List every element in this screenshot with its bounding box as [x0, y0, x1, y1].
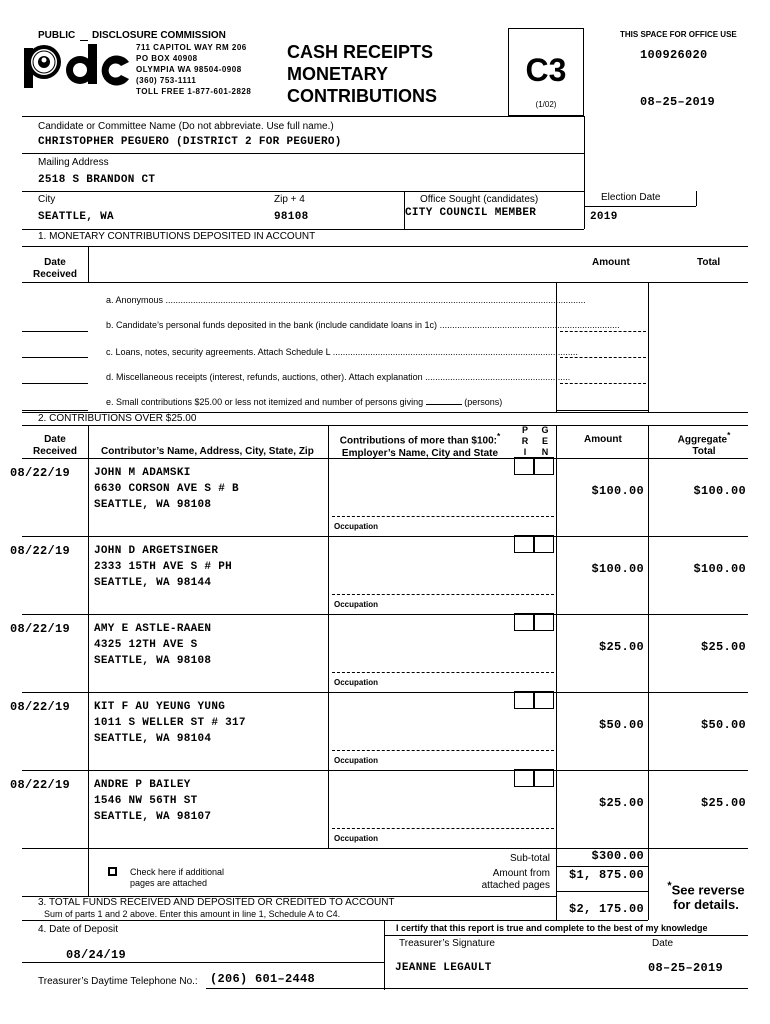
- s2-pri-header: P R I: [521, 425, 529, 457]
- s1-row-small-contributions: e. Small contributions $25.00 or less not itemized and number of persons giving (persons): [106, 397, 503, 407]
- treasurer-signature: JEANNE LEGAULT: [395, 962, 492, 974]
- mailing-address: 2518 S BRANDON CT: [38, 174, 156, 186]
- gen-checkbox[interactable]: [534, 613, 554, 631]
- occupation-label: Occupation: [334, 522, 379, 531]
- attached-pages-label: Check here if additional pages are attached: [130, 867, 225, 888]
- total-funds-subtitle: Sum of parts 1 and 2 above. Enter this amount in line 1, Schedule A to C4.: [44, 909, 341, 919]
- form-code: C3: [525, 52, 567, 88]
- attached-amount: $1, 875.00: [568, 868, 644, 882]
- contributor-line: 1546 NW 56TH ST: [94, 795, 198, 807]
- total-funds-amount: $2, 175.00: [568, 902, 644, 916]
- office-use-label: THIS SPACE FOR OFFICE USE: [620, 30, 737, 39]
- form-title-line: CONTRIBUTIONS: [287, 86, 437, 106]
- contributor-line: JOHN D ARGETSINGER: [94, 545, 219, 557]
- subtotal-label: Sub-total: [509, 853, 550, 864]
- candidate-name: CHRISTOPHER PEGUERO (DISTRICT 2 FOR PEGUERO): [38, 136, 342, 148]
- treasurer-signature-label: Treasurer’s Signature: [399, 938, 495, 949]
- office-date: 08–25–2019: [640, 95, 716, 109]
- pri-checkbox[interactable]: [514, 535, 534, 553]
- contributor-line: 6630 CORSON AVE S # B: [94, 483, 239, 495]
- pdc-address-block: [136, 42, 251, 97]
- attached-amount-label: Amount from attached pages: [481, 868, 550, 891]
- s2-date-header: Date Received: [33, 434, 77, 457]
- pri-checkbox[interactable]: [514, 457, 534, 475]
- s1-amount-header: Amount: [592, 257, 630, 268]
- treasurer-phone-label: Treasurer’s Daytime Telephone No.:: [38, 976, 198, 987]
- gen-checkbox[interactable]: [534, 535, 554, 553]
- address-line: 711 CAPITOL WAY RM 206: [136, 43, 247, 52]
- zip: 98108: [274, 211, 309, 223]
- subtotal-amount: $300.00: [591, 849, 644, 863]
- contribution-date: 08/22/19: [10, 544, 71, 558]
- deposit-date: 08/24/19: [66, 948, 127, 962]
- office-sought: CITY COUNCIL MEMBER: [405, 207, 537, 219]
- aggregate-total: $25.00: [700, 640, 746, 654]
- aggregate-total: $100.00: [693, 562, 746, 576]
- contribution-date: 08/22/19: [10, 778, 71, 792]
- aggregate-total: $25.00: [700, 796, 746, 810]
- signature-date-label: Date: [652, 938, 674, 949]
- contributor-line: KIT F AU YEUNG YUNG: [94, 701, 226, 713]
- section2-title: 2. CONTRIBUTIONS OVER $25.00: [38, 413, 197, 424]
- form-version: (1/02): [535, 100, 557, 109]
- aggregate-total: $100.00: [693, 484, 746, 498]
- pdc-word-disclosure: DISCLOSURE COMMISSION: [92, 30, 226, 41]
- contribution-date: 08/22/19: [10, 466, 71, 480]
- contributor-line: 4325 12TH AVE S: [94, 639, 198, 651]
- certification-text: I certify that this report is true and complete to the best of my knowledge: [396, 923, 708, 933]
- election-date-label: Election Date: [601, 192, 661, 203]
- contribution-amount: $100.00: [591, 562, 644, 576]
- s1-row-loans: c. Loans, notes, security agreements. Attach Schedule L ..................................................................................................: [106, 347, 578, 357]
- s2-contributor-header: Contributor’s Name, Address, City, State, Zip: [101, 446, 314, 457]
- contribution-amount: $25.00: [598, 796, 644, 810]
- s2-aggregate-header: Aggregate* Total: [677, 430, 731, 458]
- s2-amount-header: Amount: [584, 434, 622, 445]
- treasurer-phone: (206) 601–2448: [210, 972, 316, 986]
- office-sought-label: Office Sought (candidates): [420, 194, 539, 205]
- contributor-line: SEATTLE, WA 98107: [94, 811, 212, 823]
- total-funds-title: 3. TOTAL FUNDS RECEIVED AND DEPOSITED OR CREDITED TO ACCOUNT: [38, 897, 395, 908]
- s1-date-header: Date Received: [33, 257, 77, 280]
- aggregate-total: $50.00: [700, 718, 746, 732]
- candidate-name-label: Candidate or Committee Name (Do not abbreviate. Use full name.): [38, 121, 334, 132]
- pri-checkbox[interactable]: [514, 691, 534, 709]
- s2-employer-header: Contributions of more than $100:* Employer’s Name, City and State: [339, 431, 501, 460]
- contributor-line: SEATTLE, WA 98108: [94, 655, 212, 667]
- address-line: PO BOX 40908: [136, 54, 198, 63]
- address-line: TOLL FREE 1-877-601-2828: [136, 87, 252, 96]
- contributor-line: 2333 15TH AVE S # PH: [94, 561, 233, 573]
- form-title-line: MONETARY: [287, 64, 388, 84]
- s1-row-personal-funds: b. Candidate’s personal funds deposited in the bank (include candidate loans in 1c) ........................................................................: [106, 320, 620, 330]
- contributor-line: AMY E ASTLE-RAAEN: [94, 623, 212, 635]
- election-date: 2019: [590, 211, 618, 223]
- mailing-address-label: Mailing Address: [38, 157, 109, 168]
- s1-total-header: Total: [697, 257, 721, 268]
- city: SEATTLE, WA: [38, 211, 114, 223]
- pdc-logo: [22, 42, 132, 90]
- contribution-date: 08/22/19: [10, 622, 71, 636]
- occupation-label: Occupation: [334, 834, 379, 843]
- contribution-amount: $100.00: [591, 484, 644, 498]
- contributor-line: SEATTLE, WA 98104: [94, 733, 212, 745]
- form-title-line: CASH RECEIPTS: [287, 42, 434, 62]
- form-title: [287, 41, 437, 107]
- gen-checkbox[interactable]: [534, 691, 554, 709]
- pdc-word-public: PUBLIC: [38, 30, 76, 41]
- see-reverse-note: *See reverse for details.: [667, 880, 745, 913]
- pri-checkbox[interactable]: [514, 769, 534, 787]
- address-line: (360) 753-1111: [136, 76, 197, 85]
- zip-label: Zip + 4: [274, 194, 305, 205]
- s1-row-misc: d. Miscellaneous receipts (interest, refunds, auctions, other). Attach explanation ..........................................................: [106, 372, 571, 382]
- deposit-date-label: 4. Date of Deposit: [38, 924, 119, 935]
- signature-date: 08–25–2019: [648, 961, 724, 975]
- contribution-amount: $50.00: [598, 718, 644, 732]
- contributor-line: JOHN M ADAMSKI: [94, 467, 191, 479]
- s1-row-anonymous: a. Anonymous ........................................................................................................................................................................: [106, 295, 586, 305]
- occupation-label: Occupation: [334, 678, 379, 687]
- contributor-line: SEATTLE, WA 98144: [94, 577, 212, 589]
- contribution-date: 08/22/19: [10, 700, 71, 714]
- contributor-line: SEATTLE, WA 98108: [94, 499, 212, 511]
- attached-pages-checkbox[interactable]: [108, 867, 117, 876]
- gen-checkbox[interactable]: [534, 769, 554, 787]
- occupation-label: Occupation: [334, 600, 379, 609]
- city-label: City: [38, 194, 56, 205]
- address-line: OLYMPIA WA 98504-0908: [136, 65, 242, 74]
- occupation-label: Occupation: [334, 756, 379, 765]
- contributor-line: 1011 S WELLER ST # 317: [94, 717, 246, 729]
- contribution-amount: $25.00: [598, 640, 644, 654]
- office-number: 100926020: [640, 48, 708, 62]
- s2-gen-header: G E N: [541, 425, 549, 457]
- section1-title: 1. MONETARY CONTRIBUTIONS DEPOSITED IN ACCOUNT: [38, 231, 316, 242]
- contributor-line: ANDRE P BAILEY: [94, 779, 191, 791]
- gen-checkbox[interactable]: [534, 457, 554, 475]
- pri-checkbox[interactable]: [514, 613, 534, 631]
